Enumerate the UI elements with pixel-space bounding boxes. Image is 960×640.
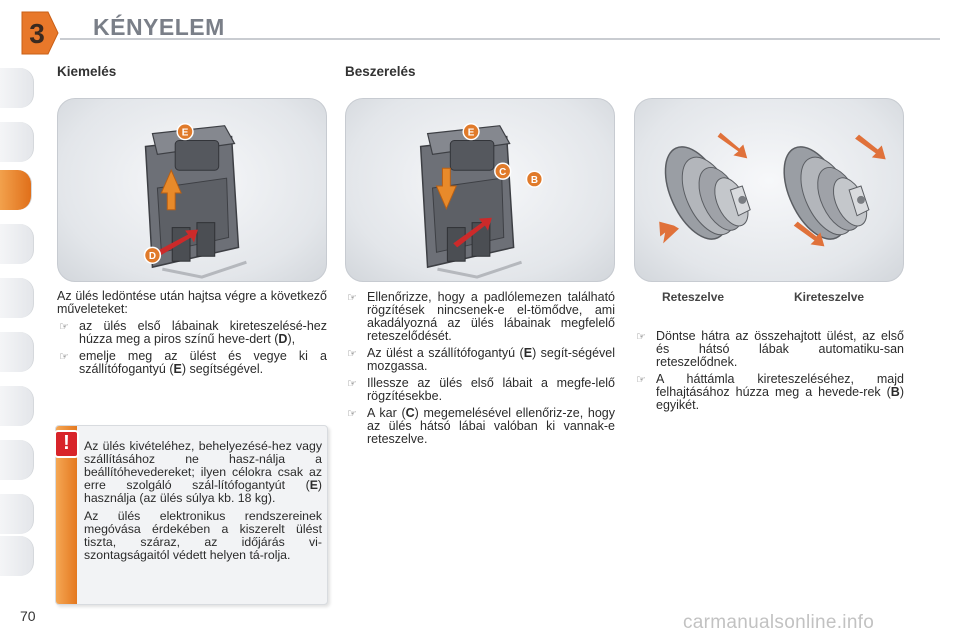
pointing-hand-icon: ☞: [636, 330, 646, 343]
list-item: ☞ A kar (C) megemelésével ellenőriz-ze, hogy az ülés hátsó lábai valóban ki vannak-e reteszelve.: [347, 406, 615, 446]
chapter-badge: [18, 10, 60, 56]
label-marker-d: [145, 247, 161, 263]
label-b: B: [530, 175, 538, 187]
seat-illustration: [421, 126, 522, 277]
label-marker-e: [177, 124, 193, 140]
list-item: ☞ az ülés első lábainak kireteszelésé-hez húzza meg a piros színű heve-dert (D),: [59, 319, 327, 346]
section-title-installation: Beszerelés: [345, 64, 416, 79]
label-e: E: [467, 127, 475, 139]
list-item: ☞ Ellenőrizze, hogy a padlólemezen található rögzítések nincsenek-e el-tömődve, ami akadályozná az ülés lábainak megfelelő reteszelődését.: [347, 290, 615, 343]
label-c: C: [499, 167, 507, 179]
side-chapter-tabs: [0, 68, 34, 576]
warning-text: Az ülés kivételéhez, behelyezésé-hez vagy szállításához ne hasz-nálja a beállítóhevedereket; ilyen célokra csak az erre szolgáló szál-lítófogantyút (E) használja (az ülés súlya kb. 18 kg). Az ülés elektronikus rendszereinek megóvása érdekében a kiszerelt ülést tiszta, száraz, az időjárás vi-szontagságaitól védett helyen tá-rolja.: [84, 439, 322, 562]
label-marker-b: [526, 171, 542, 187]
chapter-number: 3: [29, 18, 45, 49]
pointing-hand-icon: ☞: [636, 373, 646, 386]
removal-intro: Az ülés ledöntése után hajtsa végre a következő műveleteket:: [57, 289, 327, 316]
page-number: 70: [20, 608, 36, 624]
list-item: ☞ emelje meg az ülést és vegye ki a szállítófogantyú (E) segítségével.: [59, 349, 327, 376]
side-tab-7[interactable]: [0, 386, 34, 426]
side-tab-10[interactable]: [0, 536, 34, 576]
figure-seat-removal: [57, 98, 327, 282]
seat-fold-instructions: [634, 326, 904, 412]
pointing-hand-icon: ☞: [59, 320, 69, 333]
pointing-hand-icon: ☞: [59, 350, 69, 363]
removal-instructions: [57, 290, 327, 376]
chapter-title: KÉNYELEM: [93, 14, 225, 40]
pointing-hand-icon: ☞: [347, 347, 357, 360]
unlocked-mechanism: [771, 135, 885, 249]
label-d: D: [148, 251, 157, 263]
side-tab-8[interactable]: [0, 440, 34, 480]
list-item: ☞ A háttámla kireteszeléséhez, majd felhajtásához húzza meg a hevede-rek (B) egyikét.: [636, 372, 904, 412]
list-item: ☞ Döntse hátra az összehajtott ülést, az első és hátsó lábak automatiku-san reteszelődnek.: [636, 329, 904, 369]
list-item: ☞ Illessze az ülés első lábait a megfe-lelő rögzítésekbe.: [347, 376, 615, 403]
side-tab-1[interactable]: [0, 68, 34, 108]
side-tab-4[interactable]: [0, 224, 34, 264]
label-marker-c: [495, 163, 511, 179]
caption-locked: Reteszelve: [662, 290, 725, 304]
section-title-removal: Kiemelés: [57, 64, 117, 79]
side-tab-9[interactable]: [0, 494, 34, 534]
label-marker-e: [463, 124, 479, 140]
list-item: ☞ Az ülést a szállítófogantyú (E) segít-ségével mozgassa.: [347, 346, 616, 373]
warning-box: [55, 425, 328, 605]
pointing-hand-icon: ☞: [347, 377, 357, 390]
pointing-hand-icon: ☞: [347, 291, 357, 304]
caption-unlocked: Kireteszelve: [794, 290, 865, 304]
label-e: E: [181, 127, 189, 139]
side-tab-5[interactable]: [0, 278, 34, 318]
figure-seat-installation: [345, 98, 615, 282]
watermark: carmanualsonline.info: [683, 612, 875, 633]
side-tab-2[interactable]: [0, 122, 34, 162]
side-tab-6[interactable]: [0, 332, 34, 372]
figure-lock-states: [634, 98, 904, 282]
installation-instructions: [345, 287, 615, 446]
pointing-hand-icon: ☞: [347, 407, 357, 420]
locked-mechanism: [653, 133, 755, 249]
side-tab-3-active[interactable]: [0, 170, 32, 210]
exclamation-icon: !: [54, 430, 79, 458]
